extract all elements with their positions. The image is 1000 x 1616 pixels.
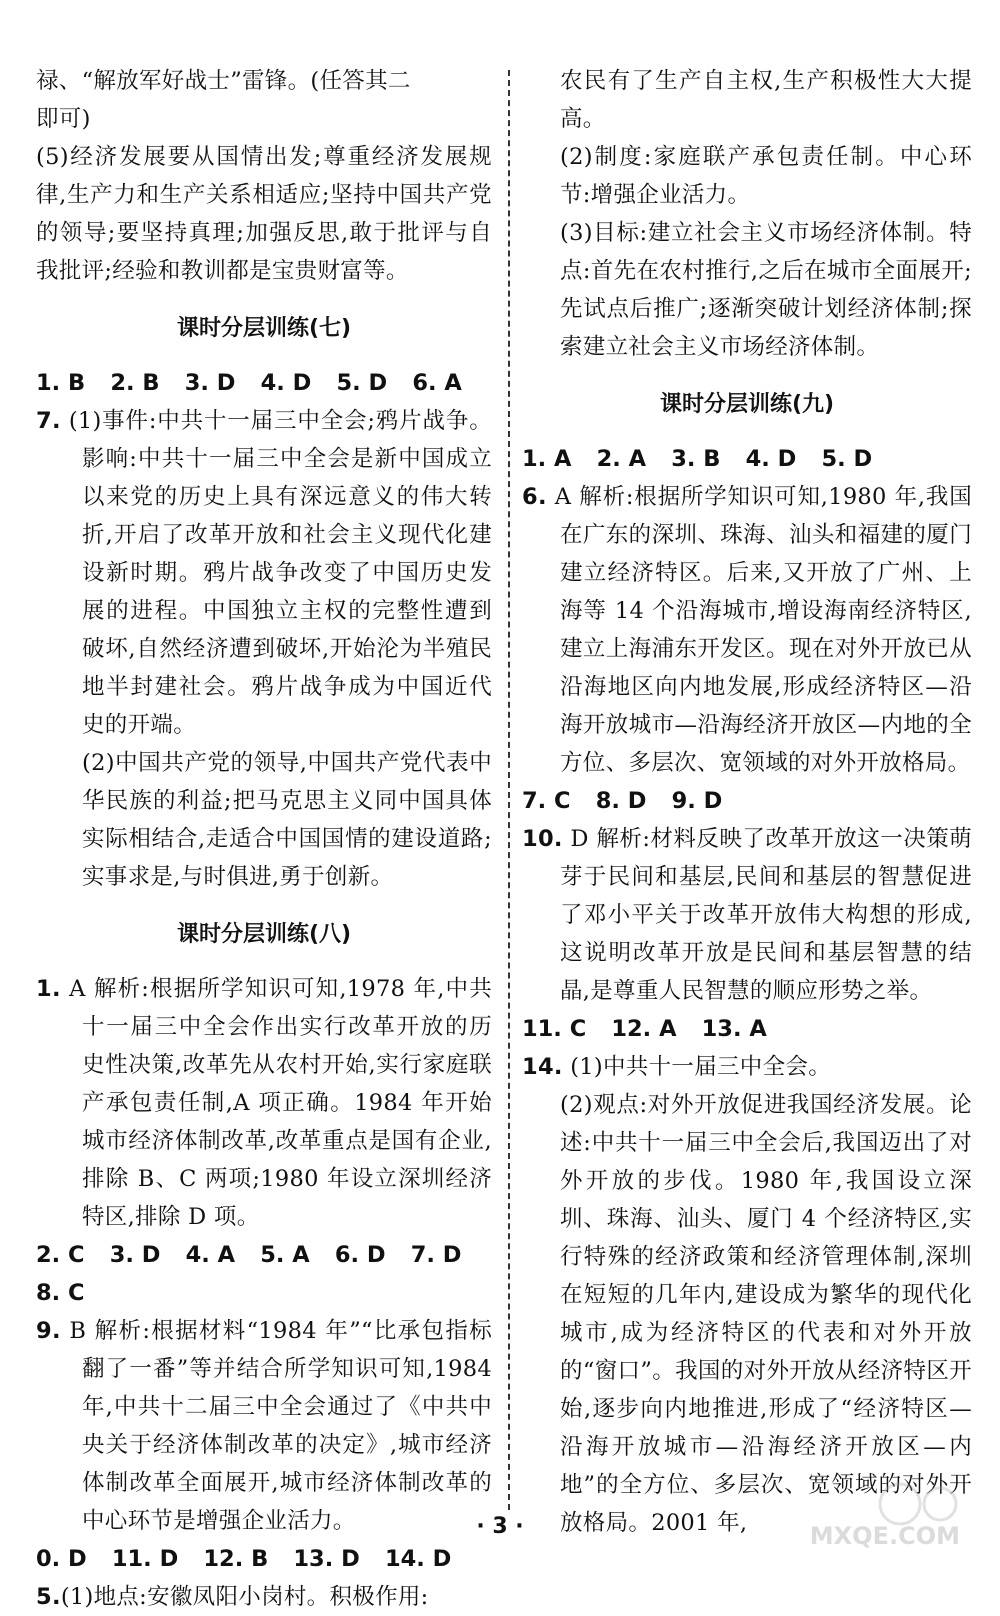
answer-9-7: 7. C: [522, 788, 571, 814]
question-9-14-part-1: [522, 1048, 972, 1086]
question-8-9: [36, 1312, 492, 1540]
answer-9-11: 11. C: [522, 1016, 587, 1042]
answer-item-5: (5)经济发展要从国情出发;尊重经济发展规律,生产力和生产关系相适应;坚持中国共产党的领导;要坚持真理;加强反思,敢于批评与自我批评;经验和教训都是宝贵财富等。: [36, 144, 492, 284]
answer-8-10: 0. D: [36, 1546, 87, 1572]
question-7-number: 7.: [36, 408, 61, 434]
question-8-15-number: 5.: [36, 1584, 61, 1610]
question-15-part-2: (2)制度:家庭联产承包责任制。中心环节:增强企业活力。: [560, 144, 972, 208]
question-7-part-2: (2)中国共产党的领导,中国共产党代表中华民族的利益;把马克思主义同中国具体实际相结合,走适合中国国情的建设道路;实事求是,与时俱进,勇于创新。: [82, 750, 492, 890]
section-title-7: 课时分层训练(七): [176, 316, 352, 341]
question-9-10: [522, 820, 972, 1010]
question-9-14-number: 14.: [522, 1054, 563, 1080]
question-9-6: [522, 478, 972, 782]
section-title-9: 课时分层训练(九): [659, 392, 835, 417]
answer-8-11: 11. D: [111, 1546, 179, 1572]
question-8-15-text: (1)地点:安徽凤阳小岗村。积极作用:: [60, 1584, 429, 1610]
right-column: [522, 62, 972, 1542]
answer-row-8-2-8: [36, 1236, 492, 1312]
intro-line-2: 即可): [36, 106, 91, 132]
question-9-6-text: A 解析:根据所学知识可知,1980 年,我国在广东的深圳、珠海、汕头和福建的厦门建立经济特区。后来,又开放了广州、上海等 14 个沿海城市,增设海南经济特区,建立上海浦东开发区。现在对外开放已从沿海地区向内地发展,形成经济特区—沿海开放城市—沿海经济开放区—内地的全方位、多层次、宽领域的对外开放格局。: [554, 484, 972, 776]
question-8-1-number: 1.: [36, 976, 61, 1002]
answer-7-6: 6. A: [412, 370, 462, 396]
answer-8-14: 14. D: [384, 1546, 452, 1572]
watermark-text: MXQE.COM: [809, 1522, 960, 1550]
answer-9-5: 5. D: [821, 446, 873, 472]
question-15-continued: 农民有了生产自主权,生产积极性大大提高。: [560, 68, 972, 132]
question-8-15: [36, 1578, 492, 1616]
answer-8-3: 3. D: [109, 1242, 161, 1268]
answer-8-8: 8. C: [36, 1280, 85, 1306]
answer-8-2: 2. C: [36, 1242, 85, 1268]
intro-line-1: 禄、“解放军好战士”雷锋。(任答其二: [36, 68, 411, 94]
question-8-1-text: A 解析:根据所学知识可知,1978 年,中共十一届三中全会作出实行改革开放的历史性决策,改革先从农村开始,实行家庭联产承包责任制,A 项正确。1984 年开始城市经济体制改革,改革重点是国有企业,排除 B、C 两项;1980 年设立深圳经济特区,排除 D 项。: [69, 976, 492, 1230]
question-8-1: [36, 970, 492, 1236]
watermark-logo: [750, 1480, 960, 1550]
question-8-9-number: 9.: [36, 1318, 61, 1344]
answer-8-12: 12. B: [203, 1546, 269, 1572]
answer-8-13: 13. D: [293, 1546, 360, 1572]
answer-row-9-11-13: [522, 1010, 972, 1048]
answer-8-6: 6. D: [334, 1242, 386, 1268]
question-7-part-1-text: (1)事件:中共十一届三中全会;鸦片战争。影响:中共十一届三中全会是新中国成立以来党的历史上具有深远意义的伟大转折,开启了改革开放和社会主义现代化建设新时期。鸦片战争改变了中国历史发展的进程。中国独立主权的完整性遭到破坏,自然经济遭到破坏,开始沦为半殖民地半封建社会。鸦片战争成为中国近代史的开端。: [68, 408, 492, 738]
question-9-6-number: 6.: [522, 484, 547, 510]
answer-7-2: 2. B: [110, 370, 160, 396]
answer-8-4: 4. A: [185, 1242, 236, 1268]
answer-8-5: 5. A: [260, 1242, 310, 1268]
answer-9-1: 1. A: [522, 446, 572, 472]
answer-row-9-7-9: [522, 782, 972, 820]
question-15-part-3: (3)目标:建立社会主义市场经济体制。特点:首先在农村推行,之后在城市全面展开;先试点后推广;逐渐突破计划经济体制;探索建立社会主义市场经济体制。: [560, 220, 972, 360]
question-9-10-text: D 解析:材料反映了改革开放这一决策萌芽于民间和基层,民间和基层的智慧促进了邓小平关于改革开放伟大构想的形成,这说明改革开放是民间和基层智慧的结晶,是尊重人民智慧的顺应形势之举。: [560, 826, 972, 1004]
answer-row-8-10-14: [36, 1540, 492, 1578]
question-8-9-text: B 解析:根据材料“1984 年”“比承包指标翻了一番”等并结合所学知识可知,1984 年,中共十二届三中全会通过了《中共中央关于经济体制改革的决定》,城市经济体制改革全面展开,城市经济体制改革的中心环节是增强企业活力。: [69, 1318, 493, 1534]
answer-9-3: 3. B: [671, 446, 721, 472]
answer-9-12: 12. A: [611, 1016, 677, 1042]
answer-9-8: 8. D: [595, 788, 647, 814]
question-9-14-part-2: (2)观点:对外开放促进我国经济发展。论述:中共十一届三中全会后,我国迈出了对外开放的步伐。1980 年,我国设立深圳、珠海、汕头、厦门 4 个经济特区,实行特殊的经济政策和经济管理体制,深圳在短短的几年内,建设成为繁华的现代化城市,成为经济特区的代表和对外开放的“窗口”。我国的对外开放从经济特区开始,逐步向内地推进,形成了“经济特区—沿海开放城市—沿海经济开放区—内地”的全方位、多层次、宽领域的对外开放格局。2001 年,: [560, 1092, 972, 1536]
section-title-8: 课时分层训练(八): [176, 922, 352, 947]
question-7-part-1: [36, 402, 492, 744]
column-divider: [508, 70, 510, 1510]
answer-9-13: 13. A: [701, 1016, 767, 1042]
left-column: [36, 62, 492, 1616]
answer-9-9: 9. D: [671, 788, 723, 814]
answer-8-7: 7. D: [410, 1242, 462, 1268]
answer-9-4: 4. D: [745, 446, 797, 472]
answer-row-9-1-5: [522, 440, 972, 478]
question-9-14-part-1-text: (1)中共十一届三中全会。: [570, 1054, 831, 1080]
answer-7-3: 3. D: [184, 370, 236, 396]
page-number: · 3 ·: [476, 1514, 524, 1539]
answer-7-4: 4. D: [260, 370, 312, 396]
answer-9-2: 2. A: [596, 446, 647, 472]
answer-7-1: 1. B: [36, 370, 86, 396]
question-9-10-number: 10.: [522, 826, 563, 852]
answer-row-7-1-6: [36, 364, 492, 402]
answer-7-5: 5. D: [336, 370, 388, 396]
